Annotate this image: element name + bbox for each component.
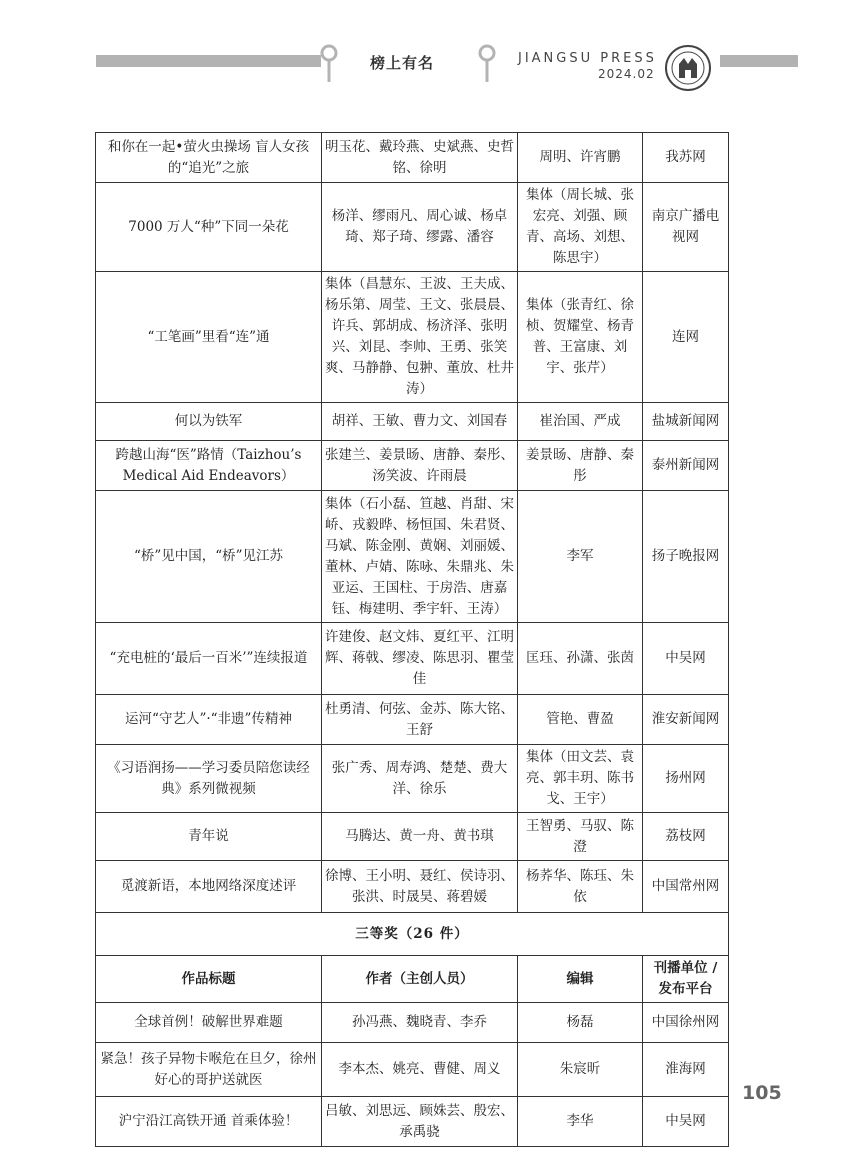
table-row bbox=[96, 183, 729, 272]
editor: 杨荞华、陈珏、朱依 bbox=[518, 861, 643, 913]
work-title: 和你在一起•萤火虫操场 盲人女孩的“追光”之旅 bbox=[96, 133, 322, 183]
authors: 徐博、王小明、聂红、侯诗羽、张洪、时晟昊、蒋碧媛 bbox=[322, 861, 518, 913]
third-prize-heading: 三等奖（26 件） bbox=[96, 913, 729, 956]
work-title: 沪宁沿江高铁开通 首乘体验！ bbox=[96, 1097, 322, 1147]
table-row bbox=[96, 623, 729, 695]
col-header-editor: 编辑 bbox=[518, 956, 643, 1003]
editor: 集体（周长城、张宏亮、刘强、顾青、高场、刘想、陈思宇） bbox=[518, 183, 643, 272]
platform: 中国徐州网 bbox=[643, 1003, 729, 1043]
editor: 周明、许宵鹏 bbox=[518, 133, 643, 183]
editor: 崔治国、严成 bbox=[518, 403, 643, 441]
platform: 泰州新闻网 bbox=[643, 441, 729, 491]
authors: 马腾达、黄一舟、黄书琪 bbox=[322, 813, 518, 861]
platform: 荔枝网 bbox=[643, 813, 729, 861]
authors: 杜勇清、何弦、金苏、陈大铭、王舒 bbox=[322, 695, 518, 745]
header-bar-left bbox=[96, 55, 321, 67]
header-bar-right bbox=[720, 55, 798, 67]
table-row bbox=[96, 1097, 729, 1147]
table-row bbox=[96, 1003, 729, 1043]
authors: 张建兰、姜景旸、唐静、秦彤、汤笑波、许雨晨 bbox=[322, 441, 518, 491]
editor: 王智勇、马驭、陈澄 bbox=[518, 813, 643, 861]
table-row bbox=[96, 441, 729, 491]
awards-table bbox=[95, 132, 729, 1147]
column-header-row bbox=[96, 956, 729, 1003]
work-title: “桥”见中国，“桥”见江苏 bbox=[96, 491, 322, 623]
platform: 扬州网 bbox=[643, 745, 729, 813]
table-row bbox=[96, 745, 729, 813]
authors: 许建俊、赵文炜、夏红平、江明辉、蒋戟、缪凌、陈思羽、瞿莹佳 bbox=[322, 623, 518, 695]
editor: 朱宸昕 bbox=[518, 1043, 643, 1097]
table-row bbox=[96, 1043, 729, 1097]
work-title: 全球首例！破解世界难题 bbox=[96, 1003, 322, 1043]
authors: 明玉花、戴玲燕、史斌燕、史哲铭、徐明 bbox=[322, 133, 518, 183]
table-row bbox=[96, 813, 729, 861]
authors: 张广秀、周寿鸿、楚楚、费大洋、徐乐 bbox=[322, 745, 518, 813]
magazine-name: JIANGSU PRESS bbox=[518, 51, 657, 66]
work-title: “充电桩的‘最后一百米’”连续报道 bbox=[96, 623, 322, 695]
authors: 吕敏、刘思远、顾姝芸、殷宏、承禹骁 bbox=[322, 1097, 518, 1147]
platform: 南京广播电视网 bbox=[643, 183, 729, 272]
platform: 扬子晚报网 bbox=[643, 491, 729, 623]
table-row bbox=[96, 133, 729, 183]
editor: 管艳、曹盈 bbox=[518, 695, 643, 745]
table-row bbox=[96, 695, 729, 745]
issue-date: 2024.02 bbox=[598, 67, 655, 81]
platform: 盐城新闻网 bbox=[643, 403, 729, 441]
work-title: 何以为铁军 bbox=[96, 403, 322, 441]
platform: 淮安新闻网 bbox=[643, 695, 729, 745]
page-number: 105 bbox=[742, 1082, 782, 1104]
work-title: 运河“守艺人”·“非遗”传精神 bbox=[96, 695, 322, 745]
platform: 连网 bbox=[643, 272, 729, 403]
work-title: 跨越山海“医”路情（Taizhou’s Medical Aid Endeavors） bbox=[96, 441, 322, 491]
editor: 匡珏、孙潇、张茵 bbox=[518, 623, 643, 695]
table-row bbox=[96, 491, 729, 623]
pin-icon bbox=[320, 44, 338, 84]
magazine-logo-icon bbox=[664, 44, 712, 92]
col-header-authors: 作者（主创人员） bbox=[322, 956, 518, 1003]
work-title: 《习语润扬——学习委员陪您读经典》系列微视频 bbox=[96, 745, 322, 813]
authors: 孙冯燕、魏晓青、李乔 bbox=[322, 1003, 518, 1043]
table-row bbox=[96, 403, 729, 441]
platform: 我苏网 bbox=[643, 133, 729, 183]
authors: 集体（石小磊、笪越、肖甜、宋峤、戎毅晔、杨恒国、朱君贤、马斌、陈金刚、黄娴、刘丽媛、董林、卢婧、陈咏、朱鼎兆、朱亚运、王国柱、于房浩、唐嘉钰、梅建明、季宇轩、王涛） bbox=[322, 491, 518, 623]
platform: 中吴网 bbox=[643, 623, 729, 695]
authors: 胡祥、王敏、曹力文、刘国春 bbox=[322, 403, 518, 441]
work-title: 7000 万人“种”下同一朵花 bbox=[96, 183, 322, 272]
platform: 淮海网 bbox=[643, 1043, 729, 1097]
work-title: “工笔画”里看“连”通 bbox=[96, 272, 322, 403]
table-row bbox=[96, 861, 729, 913]
col-header-title: 作品标题 bbox=[96, 956, 322, 1003]
authors: 李本杰、姚亮、曹健、周义 bbox=[322, 1043, 518, 1097]
authors: 杨洋、缪雨凡、周心诚、杨卓琦、郑子琦、缪露、潘容 bbox=[322, 183, 518, 272]
editor: 集体（张青红、徐桢、贺耀堂、杨青普、王富康、刘宇、张芹） bbox=[518, 272, 643, 403]
section-title: 榜上有名 bbox=[370, 54, 435, 72]
work-title: 紧急！孩子异物卡喉危在旦夕，徐州好心的哥护送就医 bbox=[96, 1043, 322, 1097]
editor: 集体（田文芸、袁亮、郭丰玥、陈书戈、王宇） bbox=[518, 745, 643, 813]
pin-icon bbox=[478, 44, 496, 84]
editor: 李华 bbox=[518, 1097, 643, 1147]
work-title: 青年说 bbox=[96, 813, 322, 861]
editor: 杨磊 bbox=[518, 1003, 643, 1043]
editor: 姜景旸、唐静、秦彤 bbox=[518, 441, 643, 491]
editor: 李军 bbox=[518, 491, 643, 623]
authors: 集体（昌慧东、王波、王夫成、杨乐第、周莹、王文、张晨晨、许兵、郭胡成、杨济泽、张明兴、刘昆、李帅、王勇、张笑爽、马静静、包翀、董放、杜井涛） bbox=[322, 272, 518, 403]
platform: 中吴网 bbox=[643, 1097, 729, 1147]
table-row bbox=[96, 272, 729, 403]
work-title: 觅渡新语，本地网络深度述评 bbox=[96, 861, 322, 913]
platform: 中国常州网 bbox=[643, 861, 729, 913]
col-header-platform: 刊播单位 / 发布平台 bbox=[643, 956, 729, 1003]
section-row bbox=[96, 913, 729, 956]
